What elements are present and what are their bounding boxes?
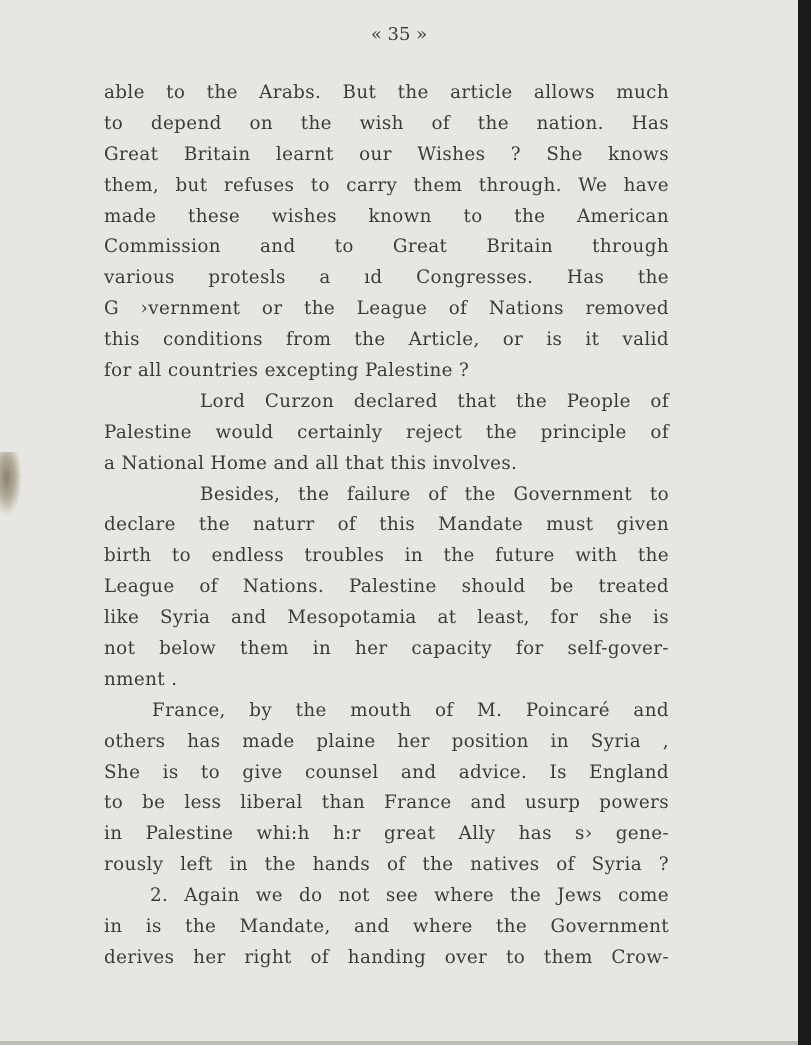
text-line: made these wishes known to the American	[104, 205, 669, 227]
text-line: Palestine would certainly reject the principle of	[104, 421, 669, 443]
text-line: various protesls a ıd Congresses. Has the	[104, 267, 669, 289]
text-line: birth to endless troubles in the future with the	[104, 545, 669, 567]
text-line: League of Nations. Palestine should be treated	[104, 576, 669, 598]
text-line: declare the naturr of this Mandate must given	[104, 514, 669, 536]
text-line: a National Home and all that this involves.	[104, 452, 518, 474]
scanner-border	[798, 0, 811, 1045]
text-line: for all countries excepting Palestine ?	[104, 360, 470, 382]
text-line: to be less liberal than France and usurp powers	[104, 792, 669, 814]
page-number: « 35 »	[370, 24, 428, 45]
text-line: 2. Again we do not see where the Jews come	[150, 885, 669, 907]
text-line: G ›vernment or the League of Nations removed	[104, 298, 669, 320]
text-line: Commission and to Great Britain through	[104, 236, 669, 258]
text-line: others has made plaine her position in Syria ,	[104, 730, 669, 752]
text-line: like Syria and Mesopotamia at least, for she is	[104, 607, 669, 629]
text-line: able to the Arabs. But the article allows much	[104, 82, 669, 103]
body-text	[104, 78, 669, 974]
text-line: not below them in her capacity for self-gover-	[104, 638, 669, 660]
text-line: them, but refuses to carry them through. We have	[104, 174, 669, 196]
binding-stain	[0, 452, 22, 516]
text-line: Lord Curzon declared that the People of	[200, 390, 669, 412]
text-line: to depend on the wish of the nation. Has	[104, 112, 669, 134]
text-line: in is the Mandate, and where the Government	[104, 916, 669, 938]
text-line: Great Britain learnt our Wishes ? She knows	[104, 143, 669, 165]
text-line: derives her right of handing over to them Crow-	[104, 946, 669, 968]
text-line: rously left in the hands of the natives of Syria ?	[104, 854, 669, 876]
text-line: Besides, the failure of the Government to	[200, 483, 669, 505]
page-bottom-edge	[0, 1041, 798, 1045]
text-line: in Palestine whi:h h:r great Ally has s› gene-	[104, 823, 669, 845]
text-line: this conditions from the Article, or is it valid	[104, 329, 669, 351]
text-line: She is to give counsel and advice. Is England	[104, 761, 669, 783]
text-line: nment .	[104, 668, 178, 690]
text-line: France, by the mouth of M. Poincaré and	[152, 699, 669, 721]
